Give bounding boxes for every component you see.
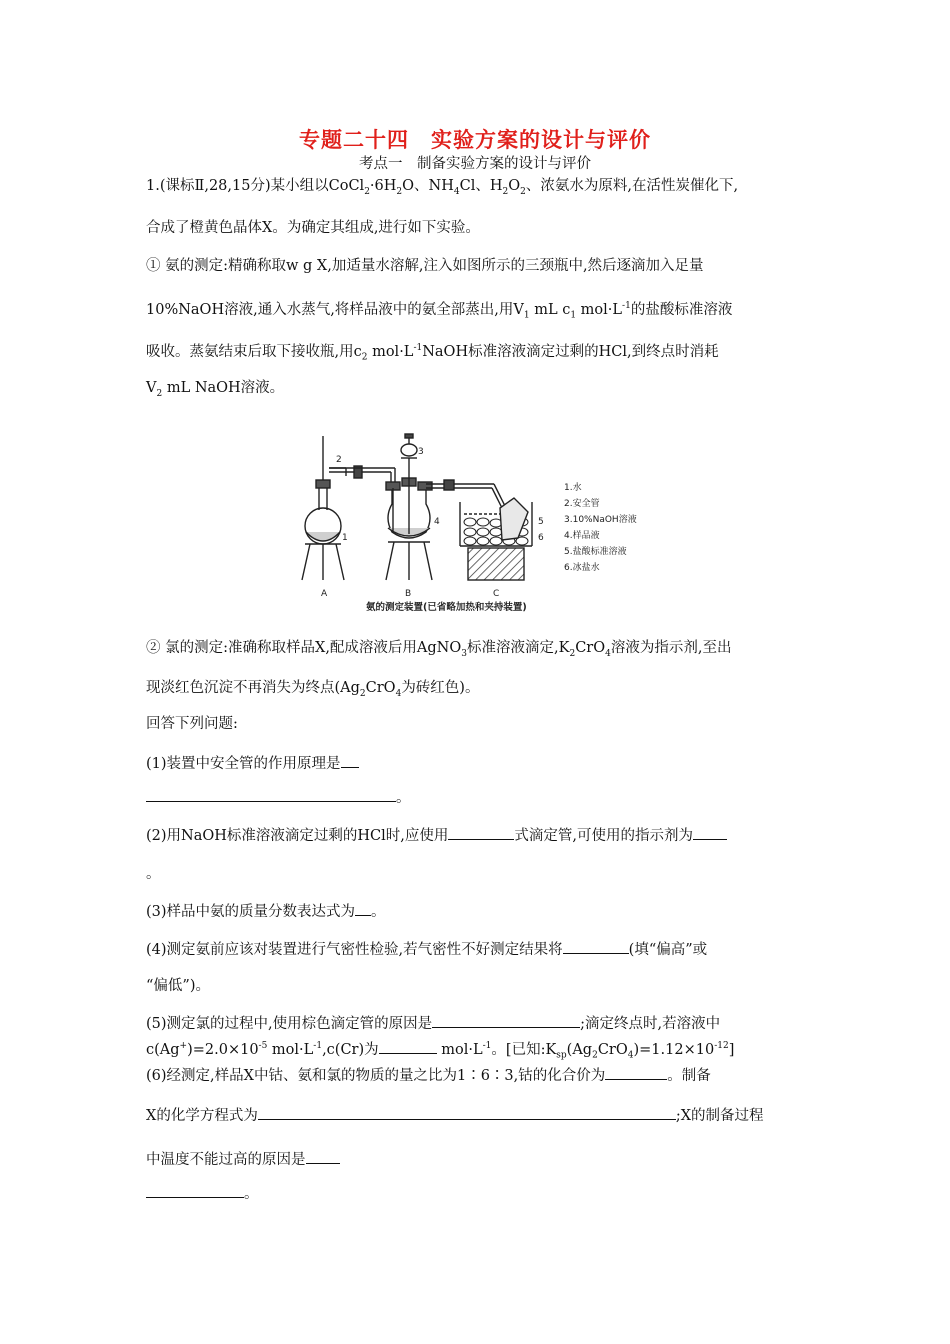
answer-blank-6a[interactable] [605, 1064, 667, 1080]
question-3: (3)样品中氨的质量分数表达式为 。 [146, 900, 386, 922]
apparatus-label-b: B [405, 589, 412, 599]
answer-blank-4[interactable] [563, 938, 629, 954]
label-4: 4 [434, 517, 440, 527]
answer-blank-6d[interactable] [146, 1182, 244, 1198]
question-2-continued: 。 [146, 866, 161, 882]
label-5: 5 [538, 517, 544, 527]
question-5-continued: $c(Ag^+)=2.0\times 10^{-5}$ $mol\cdot L^{-1},c(Cr)$为 $mol\cdot L^{-1}$。[已知$:K_{sp}(Ag_2CrO_4)=1.12\times 10^{-12}$] [146, 1036, 734, 1066]
page-title: 专题二十四 实验方案的设计与评价 [299, 128, 651, 152]
legend-item-1: 1.水 [564, 483, 582, 493]
question-6: (6)经测定,样品X中钴、氨和氯的物质的量之比为1∶6∶3,钴的化合价为 。制备 [146, 1064, 711, 1086]
ammonia-procedure-line-4: $V_2$ mL NaOH溶液。 [146, 380, 285, 399]
question-6-continued-3: 。 [146, 1182, 259, 1204]
answer-blank-2b[interactable] [693, 824, 727, 840]
question-5: (5)测定氯的过程中,使用棕色滴定管的原因是 ;滴定终点时,若溶液中 [146, 1012, 720, 1034]
answer-blank-6c[interactable] [306, 1148, 340, 1164]
question-1-continued: 。 [146, 786, 411, 808]
apparatus-label-c: C [493, 589, 500, 599]
label-2: 2 [336, 455, 342, 465]
answer-blank-1a[interactable] [341, 752, 359, 768]
question-4-continued: “偏低”)。 [146, 978, 210, 994]
legend-item-5: 5.盐酸标准溶液 [564, 547, 627, 557]
answer-blank-6b[interactable] [258, 1104, 676, 1120]
label-1: 1 [342, 533, 348, 543]
question-2: (2)用NaOH标准溶液滴定过剩的HCl时,应使用 式滴定管,可使用的指示剂为 [146, 824, 727, 846]
chlorine-procedure-line-2: 现淡红色沉淀不再消失为终点($Ag_2CrO_4$为砖红色)。 [146, 680, 480, 699]
beaker-c [460, 498, 532, 580]
answer-blank-5b[interactable] [379, 1038, 437, 1054]
legend-item-6: 6.冰盐水 [564, 563, 600, 573]
legend-item-2: 2.安全管 [564, 499, 600, 509]
ammonia-procedure-line-2: 10%NaOH溶液,通入水蒸气,将样品液中的氨全部蒸出,用$V_1$ mL $c_1$ $mol\cdot L^{-1}$的盐酸标准溶液 [146, 301, 733, 321]
question-6-continued: X的化学方程式为 ;X的制备过程 [146, 1104, 764, 1126]
question-4: (4)测定氨前应该对装置进行气密性检验,若气密性不好测定结果将 (填“偏高”或 [146, 938, 707, 960]
question-intro-line-2: 合成了橙黄色晶体X。为确定其组成,进行如下实验。 [146, 220, 480, 236]
question-6-continued-2: 中温度不能过高的原因是 [146, 1148, 340, 1170]
ammonia-procedure-line-3: 吸收。蒸氨结束后取下接收瓶,用$c_2$ $mol\cdot L^{-1}NaOH$标准溶液滴定过剩的HCl,到终点时消耗 [146, 343, 719, 363]
answer-blank-3[interactable] [355, 900, 371, 916]
apparatus-figure [296, 428, 656, 618]
answer-blank-5a[interactable] [432, 1012, 580, 1028]
chlorine-procedure-line-1: ② 氯的测定:准确称取样品X,配成溶液后用AgNO$_3$标准溶液滴定$,K_2CrO_4$溶液为指示剂,至出 [146, 640, 732, 659]
legend-item-3: 3.10%NaOH溶液 [564, 515, 637, 525]
page-subtitle: 考点一 制备实验方案的设计与评价 [359, 156, 591, 172]
answer-blank-1b[interactable] [146, 786, 396, 802]
figure-caption: 氨的测定装置(已省略加热和夹持装置) [366, 602, 527, 613]
question-intro-line-1: 1.(课标Ⅱ,28,15分)某小组以$CoCl_2\cdot 6H_2O$、$NH_4Cl$、$H_2O_2$、浓氨水为原料,在活性炭催化下, [146, 178, 739, 197]
label-3: 3 [418, 447, 424, 457]
flask-a [302, 436, 395, 580]
label-6: 6 [538, 533, 544, 543]
apparatus-label-a: A [321, 589, 328, 599]
question-1: (1)装置中安全管的作用原理是 [146, 752, 359, 774]
answer-blank-2a[interactable] [448, 824, 514, 840]
legend-item-4: 4.样品液 [564, 531, 600, 541]
ammonia-procedure-line-1: ① 氨的测定:精确称取w g X,加适量水溶解,注入如图所示的三颈瓶中,然后逐滴加入足量 [146, 258, 704, 274]
answer-prompt: 回答下列问题: [146, 716, 238, 732]
